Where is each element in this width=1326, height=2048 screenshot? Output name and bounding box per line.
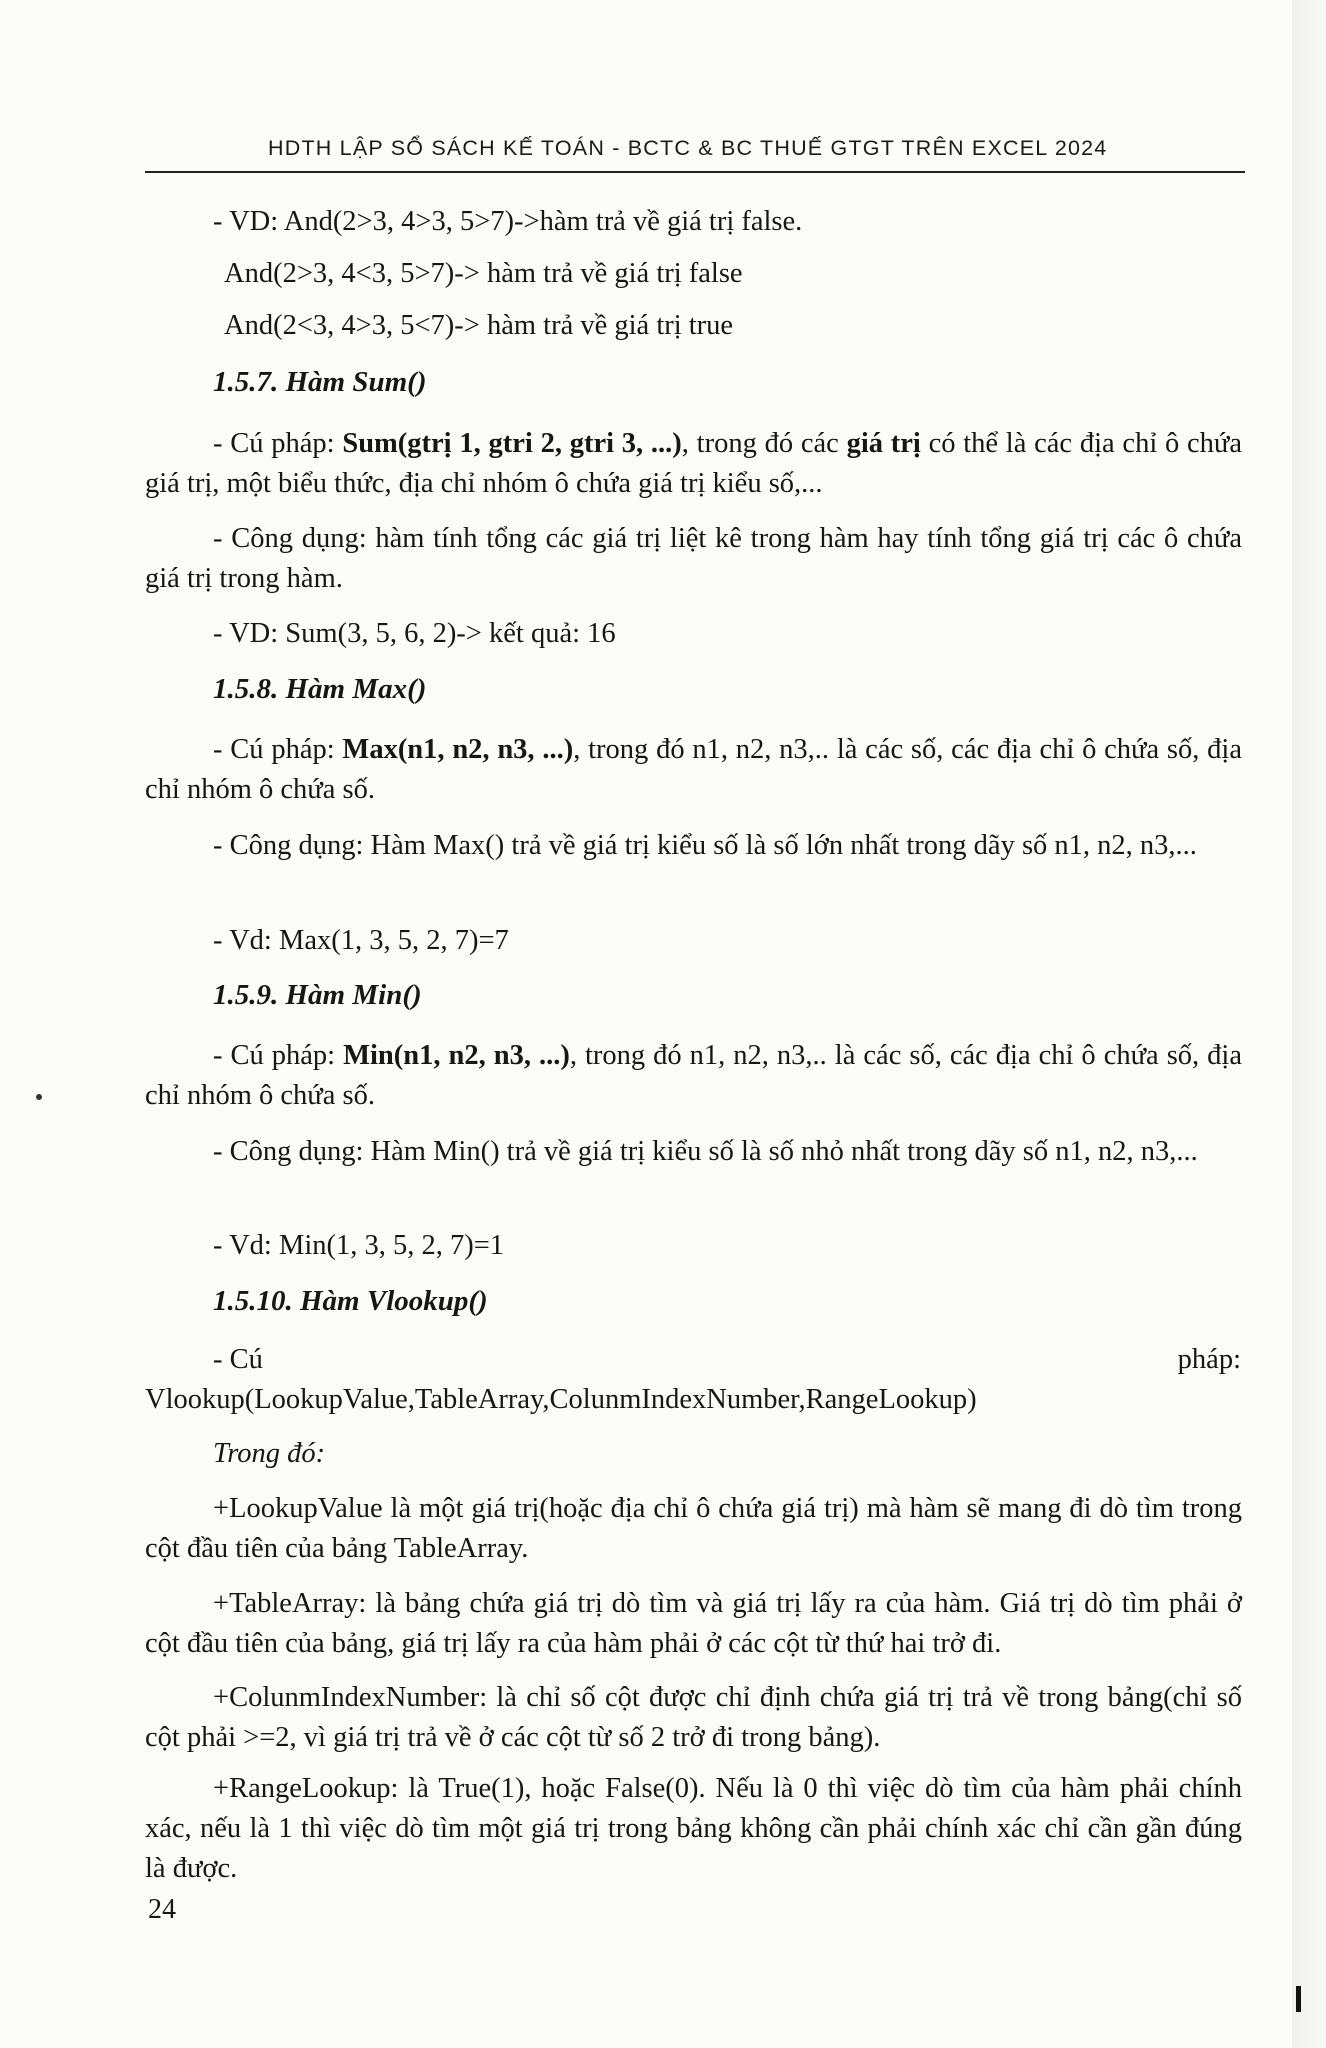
max-usage: - Công dụng: Hàm Max() trả về giá trị kiểu số là số lớn nhất trong dãy số n1, n2, n3,... bbox=[213, 830, 1197, 861]
running-header: HDTH LẬP SỔ SÁCH KẾ TOÁN - BCTC & BC THUẾ GTGT TRÊN EXCEL 2024 bbox=[268, 136, 1108, 160]
vlookup-param-lookupvalue: +LookupValue là một giá trị(hoặc địa chỉ ô chứa giá trị) mà hàm sẽ mang đi dò tìm trong cột đầu tiên của bảng TableArray. bbox=[145, 1493, 1242, 1564]
vlookup-syntax-right: pháp: bbox=[1177, 1344, 1241, 1375]
sum-syntax-rest: có thể là các địa chỉ ô chứa giá trị, một biểu thức, địa chỉ nhóm ô chứa giá trị kiểu số,... bbox=[145, 428, 1243, 499]
max-example: - Vd: Max(1, 3, 5, 2, 7)=7 bbox=[213, 925, 509, 956]
max-syntax-formula: Max(n1, n2, n3, ...) bbox=[342, 734, 574, 765]
sum-syntax-prefix: - Cú pháp: bbox=[213, 428, 343, 459]
min-syntax-prefix: - Cú pháp: bbox=[213, 1040, 344, 1071]
max-syntax-rest: , trong đó n1, n2, n3,.. là các số, các địa chỉ ô chứa số, địa chỉ nhóm ô chứa số. bbox=[145, 734, 1242, 805]
vlookup-formula: Vlookup(LookupValue,TableArray,ColunmIndexNumber,RangeLookup) bbox=[145, 1384, 977, 1415]
sum-syntax bbox=[145, 424, 1242, 504]
min-example: - Vd: Min(1, 3, 5, 2, 7)=1 bbox=[213, 1230, 505, 1261]
sum-usage: - Công dụng: hàm tính tổng các giá trị liệt kê trong hàm hay tính tổng giá trị các ô chứa giá trị trong hàm. bbox=[145, 523, 1242, 594]
sum-example: - VD: Sum(3, 5, 6, 2)-> kết quả: 16 bbox=[213, 618, 616, 649]
heading-vlookup: 1.5.10. Hàm Vlookup() bbox=[213, 1285, 488, 1317]
heading-min: 1.5.9. Hàm Min() bbox=[213, 979, 422, 1011]
margin-speck bbox=[36, 1094, 42, 1100]
vlookup-syntax-left: - Cú bbox=[213, 1344, 263, 1375]
vlookup-param-colindex: +ColunmIndexNumber: là chỉ số cột được chỉ định chứa giá trị trả về trong bảng(chỉ số cột phải >=2, vì giá trị trả về ở các cột từ số 2 trở đi trong bảng). bbox=[145, 1682, 1242, 1753]
vlookup-where: Trong đó: bbox=[213, 1438, 326, 1469]
and-example-1: - VD: And(2>3, 4>3, 5>7)->hàm trả về giá trị false. bbox=[213, 206, 803, 237]
min-syntax bbox=[145, 1036, 1242, 1116]
edge-mark bbox=[1296, 1986, 1301, 2012]
vlookup-param-tablearray: +TableArray: là bảng chứa giá trị dò tìm và giá trị lấy ra của hàm. Giá trị dò tìm phải ở cột đầu tiên của bảng, giá trị lấy ra của hàm phải ở các cột từ thứ hai trở đi. bbox=[145, 1588, 1242, 1659]
header-rule bbox=[145, 171, 1245, 173]
heading-sum: 1.5.7. Hàm Sum() bbox=[213, 366, 427, 398]
and-example-3: And(2<3, 4>3, 5<7)-> hàm trả về giá trị true bbox=[224, 310, 734, 341]
sum-syntax-formula: Sum(gtrị 1, gtri 2, gtri 3, ...) bbox=[342, 428, 682, 459]
min-syntax-formula: Min(n1, n2, n3, ...) bbox=[343, 1040, 570, 1071]
min-usage: - Công dụng: Hàm Min() trả về giá trị kiểu số là số nhỏ nhất trong dãy số n1, n2, n3,... bbox=[213, 1136, 1198, 1167]
sum-syntax-emphasis: giá trị bbox=[846, 428, 921, 459]
sum-syntax-mid: , trong đó các bbox=[681, 428, 847, 459]
vlookup-syntax-label bbox=[213, 1340, 1241, 1380]
vlookup-param-rangelookup: +RangeLookup: là True(1), hoặc False(0). Nếu là 0 thì việc dò tìm của hàm phải chính xác, nếu là 1 thì việc dò tìm một giá trị trong bảng không cần phải chính xác chỉ cần gần đúng là được. bbox=[145, 1773, 1242, 1884]
max-syntax-prefix: - Cú pháp: bbox=[213, 734, 343, 765]
and-example-2: And(2>3, 4<3, 5>7)-> hàm trả về giá trị false bbox=[224, 258, 743, 289]
page-number: 24 bbox=[148, 1894, 176, 1925]
max-syntax bbox=[145, 730, 1242, 810]
min-syntax-rest: , trong đó n1, n2, n3,.. là các số, các địa chỉ ô chứa số, địa chỉ nhóm ô chứa số. bbox=[145, 1040, 1242, 1111]
heading-max: 1.5.8. Hàm Max() bbox=[213, 673, 427, 705]
